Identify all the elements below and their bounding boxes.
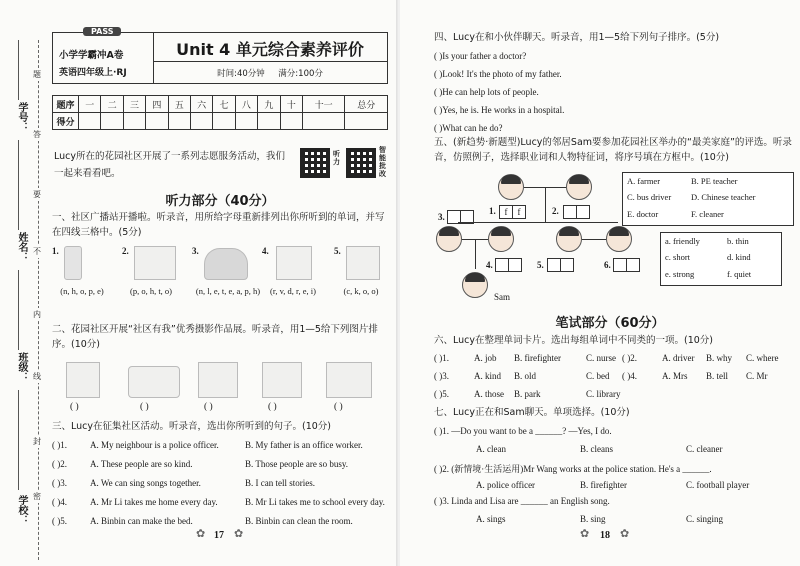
answer-blank[interactable]: ( )5. bbox=[52, 516, 67, 526]
option-c: C. football player bbox=[686, 480, 750, 490]
option-c: C. cleaner bbox=[686, 444, 723, 454]
qr-label: 智能批改 bbox=[379, 146, 386, 178]
item-number: 1. bbox=[52, 246, 59, 256]
question-2-title: 二、花园社区开展“社区有我”优秀摄影作品展。听录音，用1—5给下列图片排序。(10分) bbox=[52, 324, 378, 350]
option-c: C. Mr bbox=[746, 371, 768, 381]
letter-hint: (c, k, o, o) bbox=[343, 286, 379, 296]
answer-boxes[interactable] bbox=[500, 205, 526, 219]
leaf-icon: ✿ bbox=[196, 527, 206, 540]
sentence-item[interactable]: ( )Yes, he is. He works in a hospital. bbox=[434, 105, 565, 115]
option-c: C. library bbox=[586, 389, 621, 399]
question-6-title: 六、Lucy在整理单词卡片。选出每组单词中不同类的一项。(10分) bbox=[434, 335, 713, 346]
option-a: A. Mr Li takes me home every day. bbox=[90, 497, 218, 507]
answer-blank[interactable]: ( )4. bbox=[52, 497, 67, 507]
full-score: 满分:100分 bbox=[278, 69, 323, 79]
table-cell: 总分 bbox=[345, 96, 388, 113]
score-input-cell[interactable] bbox=[302, 113, 345, 130]
table-cell: 七 bbox=[213, 96, 235, 113]
table-cell: 一 bbox=[79, 96, 101, 113]
answer-blank[interactable]: ( )2. bbox=[622, 353, 637, 363]
label-student-id: 学号： bbox=[16, 102, 27, 132]
item-number: 5. bbox=[334, 246, 341, 256]
option-c: C. nurse bbox=[586, 353, 616, 363]
job-option: F. cleaner bbox=[691, 209, 724, 219]
answer-blank[interactable]: ( )4. bbox=[622, 371, 637, 381]
job-option: A. farmer bbox=[627, 176, 661, 186]
doctor-picture bbox=[198, 362, 238, 398]
qr-code-icon[interactable] bbox=[300, 148, 330, 178]
option-c: C. bed bbox=[586, 371, 610, 381]
photo-icon bbox=[134, 246, 176, 280]
table-cell: 十 bbox=[280, 96, 302, 113]
job-option: C. bus driver bbox=[627, 192, 672, 202]
option-a: A. My neighbour is a police officer. bbox=[90, 440, 219, 450]
sentence-item[interactable]: ( )He can help lots of people. bbox=[434, 87, 539, 97]
seal-word: 题 bbox=[33, 70, 41, 79]
score-input-cell[interactable] bbox=[213, 113, 235, 130]
delivery-picture bbox=[326, 362, 372, 398]
option-a: A. Mrs bbox=[662, 371, 688, 381]
elephant-icon bbox=[204, 248, 248, 280]
option-b: B. firefighter bbox=[514, 353, 561, 363]
driver-icon bbox=[276, 246, 312, 280]
person-face-icon bbox=[566, 174, 592, 200]
table-cell: 题序 bbox=[53, 96, 79, 113]
item-number: 2. bbox=[552, 206, 559, 216]
option-b: B. sing bbox=[580, 514, 606, 524]
table-cell: 四 bbox=[146, 96, 168, 113]
job-option: B. PE teacher bbox=[691, 176, 738, 186]
score-input-cell[interactable] bbox=[168, 113, 190, 130]
item-number: 2. bbox=[122, 246, 129, 256]
score-value-row bbox=[53, 113, 388, 130]
answer-boxes[interactable] bbox=[564, 205, 590, 219]
option-a: A. These people are so kind. bbox=[90, 459, 193, 469]
option-a: A. job bbox=[474, 353, 497, 363]
item-number: 6. bbox=[604, 260, 611, 270]
option-b: B. firefighter bbox=[580, 480, 627, 490]
name-line bbox=[18, 140, 19, 230]
cook-picture bbox=[262, 362, 302, 398]
question-stem[interactable]: ( )3. Linda and Lisa are ______ an English song. bbox=[434, 496, 610, 506]
answer-blank[interactable]: ( ) bbox=[204, 402, 213, 412]
answer-boxes[interactable] bbox=[614, 258, 640, 272]
sentence-item[interactable]: ( )What can he do? bbox=[434, 123, 503, 133]
option-b: B. park bbox=[514, 389, 541, 399]
right-page bbox=[400, 0, 800, 566]
option-a: A. kind bbox=[474, 371, 501, 381]
answer-blank[interactable]: ( )2. bbox=[52, 459, 67, 469]
exam-meta bbox=[153, 67, 387, 79]
option-a: A. those bbox=[474, 389, 504, 399]
seal-word: 密 bbox=[33, 492, 41, 501]
question-5-title: 五、(新趋势·新题型)Lucy的邻居Sam要参加花园社区举办的“最美家庭”的评选。听录音，仿照例子，选择职业词和人物特征词，将序号填在方框中。(10分) bbox=[434, 137, 792, 163]
score-input-cell[interactable] bbox=[123, 113, 145, 130]
leaf-icon: ✿ bbox=[234, 527, 244, 540]
seal-word: 内 bbox=[33, 310, 41, 319]
sentence-item[interactable]: ( )Look! It's the photo of my father. bbox=[434, 69, 562, 79]
table-cell: 三 bbox=[123, 96, 145, 113]
option-a: A. We can sing songs together. bbox=[90, 478, 201, 488]
person-face-icon bbox=[556, 226, 582, 252]
example-box: f bbox=[499, 205, 513, 219]
score-input-cell[interactable] bbox=[258, 113, 280, 130]
trait-options-box bbox=[660, 232, 782, 286]
table-cell: 十一 bbox=[302, 96, 345, 113]
option-b: B. Mr Li takes me to school every day. bbox=[245, 497, 385, 507]
score-input-cell[interactable] bbox=[345, 113, 388, 130]
person-face-icon bbox=[498, 174, 524, 200]
leaf-icon: ✿ bbox=[580, 527, 590, 540]
seal-word: 要 bbox=[33, 190, 41, 199]
score-input-cell[interactable] bbox=[280, 113, 302, 130]
person-face-icon bbox=[462, 272, 488, 298]
bus-picture bbox=[128, 366, 180, 398]
option-b: B. tell bbox=[706, 371, 728, 381]
label-class: 班级： bbox=[16, 352, 27, 382]
answer-blank[interactable]: ( )3. bbox=[52, 478, 67, 488]
series-name: 小学学霸冲A卷 bbox=[59, 50, 124, 61]
option-b: B. I can tell stories. bbox=[245, 478, 315, 488]
option-b: B. My father is an office worker. bbox=[245, 440, 363, 450]
table-cell: 九 bbox=[258, 96, 280, 113]
letter-hint: (n, h, o, p, e) bbox=[60, 286, 104, 296]
item-number: 4. bbox=[486, 260, 493, 270]
option-a: A. sings bbox=[476, 514, 506, 524]
qr-code-icon[interactable] bbox=[346, 148, 376, 178]
question-stem[interactable]: ( )1. —Do you want to be a ______? —Yes, I do. bbox=[434, 426, 612, 436]
table-cell: 八 bbox=[235, 96, 257, 113]
answer-blank[interactable]: ( )3. bbox=[434, 371, 449, 381]
binding-strip bbox=[8, 40, 48, 560]
job-option: D. Chinese teacher bbox=[691, 192, 756, 202]
item-number: 4. bbox=[262, 246, 269, 256]
table-cell: 得分 bbox=[53, 113, 79, 130]
question-7-title: 七、Lucy正在和Sam聊天。单项选择。(10分) bbox=[434, 407, 630, 418]
table-cell: 二 bbox=[101, 96, 123, 113]
answer-blank[interactable]: ( )1. bbox=[52, 440, 67, 450]
option-b: B. cleans bbox=[580, 444, 613, 454]
page-number: 17 bbox=[214, 530, 224, 541]
option-c: C. singing bbox=[686, 514, 724, 524]
question-3-title: 三、Lucy在征集社区活动。听录音，选出你所听到的句子。(10分) bbox=[52, 421, 331, 432]
option-b: B. Those people are so busy. bbox=[245, 459, 348, 469]
cook-icon bbox=[346, 246, 380, 280]
trait-option: c. short bbox=[665, 252, 691, 262]
person-face-icon bbox=[606, 226, 632, 252]
seal-word: 线 bbox=[33, 372, 41, 381]
trait-option: a. friendly bbox=[665, 236, 700, 246]
option-c: C. where bbox=[746, 353, 779, 363]
score-input-cell[interactable] bbox=[146, 113, 168, 130]
person-face-icon bbox=[488, 226, 514, 252]
answer-blank[interactable]: ( ) bbox=[334, 402, 343, 412]
item-number: 1. bbox=[489, 206, 496, 216]
exam-header bbox=[52, 27, 388, 84]
letter-hint: (n, l, e, t, e, a, p, h) bbox=[195, 286, 261, 296]
sam-label: Sam bbox=[494, 292, 511, 302]
job-options-box bbox=[622, 172, 794, 226]
option-a: A. police officer bbox=[476, 480, 536, 490]
person-face-icon bbox=[436, 226, 462, 252]
time-limit: 时间:40分钟 bbox=[217, 69, 265, 79]
seal-word: 不 bbox=[33, 247, 41, 256]
seal-word: 答 bbox=[33, 130, 41, 139]
sentence-item[interactable]: ( )Is your father a doctor? bbox=[434, 51, 527, 61]
label-school: 学校： bbox=[16, 495, 27, 525]
score-header-row bbox=[53, 96, 388, 113]
trait-option: b. thin bbox=[727, 236, 749, 246]
option-a: A. clean bbox=[476, 444, 506, 454]
option-b: B. why bbox=[706, 353, 733, 363]
class-line bbox=[18, 270, 19, 350]
answer-blank[interactable]: ( )5. bbox=[434, 389, 449, 399]
answer-boxes[interactable] bbox=[496, 258, 522, 272]
volunteer-picture bbox=[66, 362, 100, 398]
trait-option: e. strong bbox=[665, 269, 695, 279]
job-option: E. doctor bbox=[627, 209, 659, 219]
leaf-icon: ✿ bbox=[620, 527, 630, 540]
item-number: 3. bbox=[192, 246, 199, 256]
phone-icon bbox=[64, 246, 82, 280]
score-input-cell[interactable] bbox=[235, 113, 257, 130]
pass-badge: PASS bbox=[83, 27, 121, 36]
question-1-title: 一、社区广播站开播啦。听录音，用所给字母重新排列出你所听到的单词，并写在四线三格中。(5分) bbox=[52, 212, 385, 238]
intro-text: Lucy所在的花园社区开展了一系列志愿服务活动，我们一起来看看吧。 bbox=[54, 151, 285, 179]
item-number: 5. bbox=[537, 260, 544, 270]
label-name: 姓名： bbox=[16, 232, 27, 262]
answer-blank[interactable]: ( ) bbox=[70, 402, 79, 412]
option-a: A. Binbin can make the bed. bbox=[90, 516, 193, 526]
question-4-title: 四、Lucy在和小伙伴聊天。听录音，用1—5给下列句子排序。(5分) bbox=[434, 32, 720, 43]
item-number: 3. bbox=[438, 212, 445, 222]
score-input-cell[interactable] bbox=[190, 113, 212, 130]
seal-line bbox=[38, 40, 39, 560]
written-section-title: 笔试部分（60分） bbox=[555, 316, 665, 331]
score-input-cell[interactable] bbox=[101, 113, 123, 130]
seal-word: 封 bbox=[33, 437, 41, 446]
table-cell: 六 bbox=[190, 96, 212, 113]
letter-hint: (p, o, h, t, o) bbox=[129, 286, 173, 296]
page-number: 18 bbox=[600, 530, 610, 541]
grade-label: 英语四年级上·RJ bbox=[59, 68, 127, 78]
question-stem[interactable]: ( )2. (新情境·生活运用)Mr Wang works at the police station. He's a ______. bbox=[434, 464, 712, 474]
page-title: Unit 4 单元综合素养评价 bbox=[176, 40, 364, 59]
trait-option: d. kind bbox=[727, 252, 751, 262]
answer-boxes[interactable] bbox=[548, 258, 574, 272]
option-b: B. Binbin can clean the room. bbox=[245, 516, 353, 526]
score-input-cell[interactable] bbox=[79, 113, 101, 130]
score-table bbox=[52, 95, 388, 130]
qr-label: 听力 bbox=[333, 150, 340, 166]
id-line bbox=[18, 40, 19, 100]
answer-blank[interactable]: ( ) bbox=[140, 402, 149, 412]
example-box: f bbox=[512, 205, 526, 219]
school-line bbox=[18, 390, 19, 490]
left-page bbox=[0, 0, 398, 566]
table-cell: 五 bbox=[168, 96, 190, 113]
trait-option: f. quiet bbox=[727, 269, 752, 279]
listening-section-title: 听力部分（40分） bbox=[165, 194, 275, 209]
option-a: A. driver bbox=[662, 353, 695, 363]
letter-hint: (r, v, d, r, e, i) bbox=[270, 286, 316, 296]
option-b: B. old bbox=[514, 371, 537, 381]
answer-blank[interactable]: ( ) bbox=[268, 402, 277, 412]
answer-blank[interactable]: ( )1. bbox=[434, 353, 449, 363]
